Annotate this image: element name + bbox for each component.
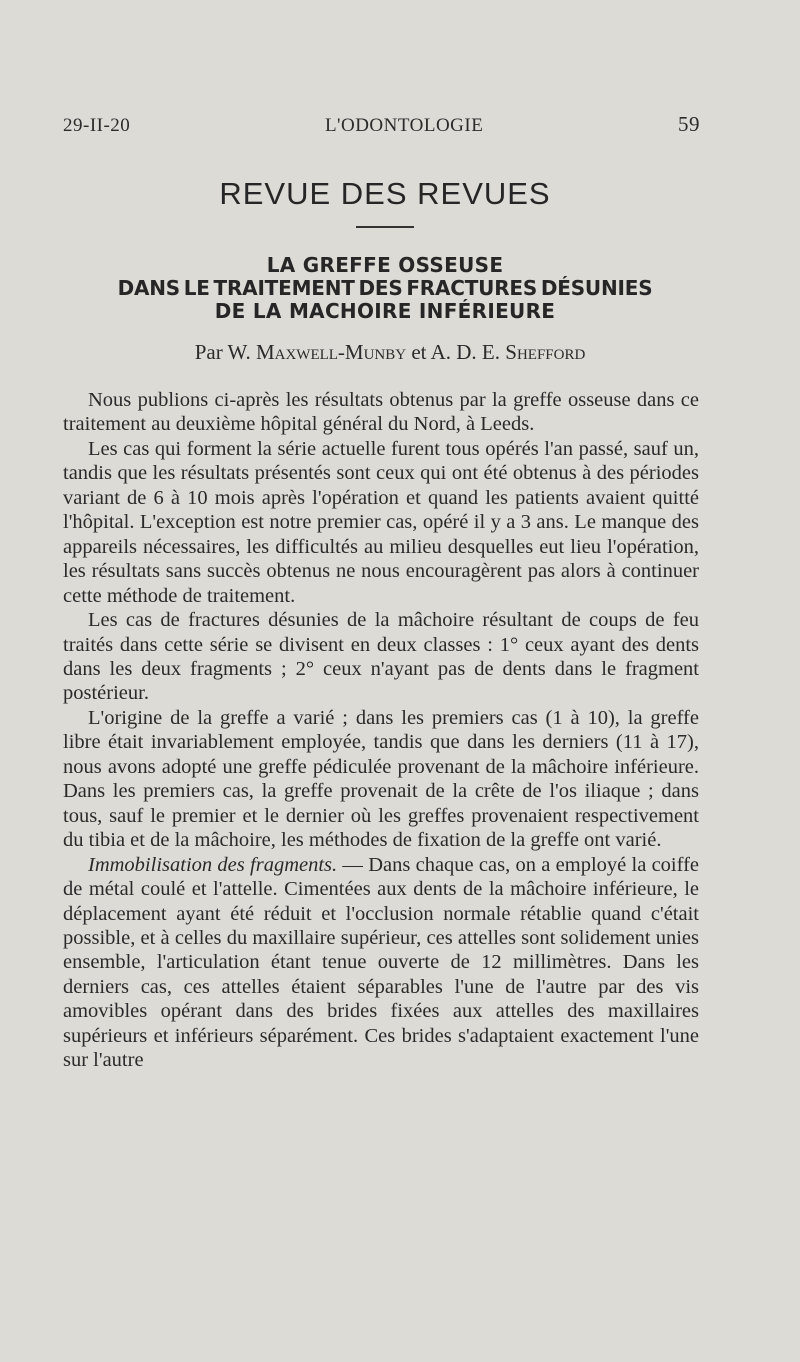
running-header [63, 112, 700, 137]
page-number: 59 [677, 112, 700, 136]
paragraph-3: Les cas de fractures désunies de la mâchoire résultant de coups de feu traités dans cette série se divisent en deux classes : 1° ceux ayant des dents dans les deux fragments ; 2° ceux n'ayant pas de dents dans le fragment postérieur. [63, 609, 699, 705]
paragraph-5 [63, 853, 699, 1073]
paragraph-2: Les cas qui forment la série actuelle furent tous opérés l'an passé, sauf un, tandis que les résultats présentés sont ceux qui ont été obtenus à des périodes variant de 6 à 10 mois après l'opération et quand les patients avaient quitté l'hôpital. L'exception est notre premier cas, opéré il y a 3 ans. Le manque des appareils nécessaires, les difficultés au milieu desquelles eut lieu l'opération, les résultats sans succès obtenus ne nous encouragèrent pas alors à continuer cette méthode de traitement. [63, 437, 699, 607]
byline-mid: et A. D. E. [406, 340, 506, 364]
byline-prefix: Par W. [194, 340, 256, 364]
author-1: Maxwell-Munby [255, 340, 407, 364]
article-body [63, 388, 699, 1073]
section-title: REVUE DES REVUES [219, 176, 551, 211]
header-date: 29-II-20 [63, 115, 131, 136]
author-2: Shefford [505, 340, 586, 364]
paragraph-4: L'origine de la greffe a varié ; dans les premiers cas (1 à 10), la greffe libre était invariablement employée, tandis que dans les derniers (11 à 17), nous avons adopté une greffe pédiculée provenant de la mâchoire inférieure. Dans les premiers cas, la greffe provenait de la crête de l'os iliaque ; dans tous, sauf le premier et le dernier où les greffes provenaient respectivement du tibia et de la mâchoire, les méthodes de fixation de la greffe ont varié. [63, 706, 699, 852]
paragraph-5-heading: Immobilisation des fragments. [88, 853, 338, 876]
article-title-line-1: LA GREFFE OSSEUSE [266, 253, 504, 277]
byline [40, 340, 740, 365]
article-title-line-2: DANS LE TRAITEMENT DES FRACTURES DÉSUNIES [117, 276, 653, 300]
article-title-line-3: DE LA MACHOIRE INFÉRIEURE [214, 299, 556, 323]
title-rule [356, 226, 414, 228]
paragraph-5-text: — Dans chaque cas, on a employé la coiffe de métal coulé et l'attelle. Cimentées aux dents de la mâchoire inférieure, le déplacement ayant été réduit et l'occlusion normale rétablie quand c'était possible, et à celles du maxillaire supérieur, ces attelles sont solidement unies ensemble, l'articulation étant tenue ouverte de 12 millimètres. Dans les derniers cas, ces attelles étaient séparables l'une de l'autre par des vis amovibles opérant dans des brides fixées aux attelles des maxillaires supérieurs et inférieurs séparément. Ces brides s'adaptaient exactement l'une sur l'autre [63, 853, 700, 1072]
header-journal: L'ODONTOLOGIE [324, 115, 484, 136]
article-title [60, 254, 710, 323]
paragraph-1: Nous publions ci-après les résultats obtenus par la greffe osseuse dans ce traitement au deuxième hôpital général du Nord, à Leeds. [63, 389, 699, 436]
